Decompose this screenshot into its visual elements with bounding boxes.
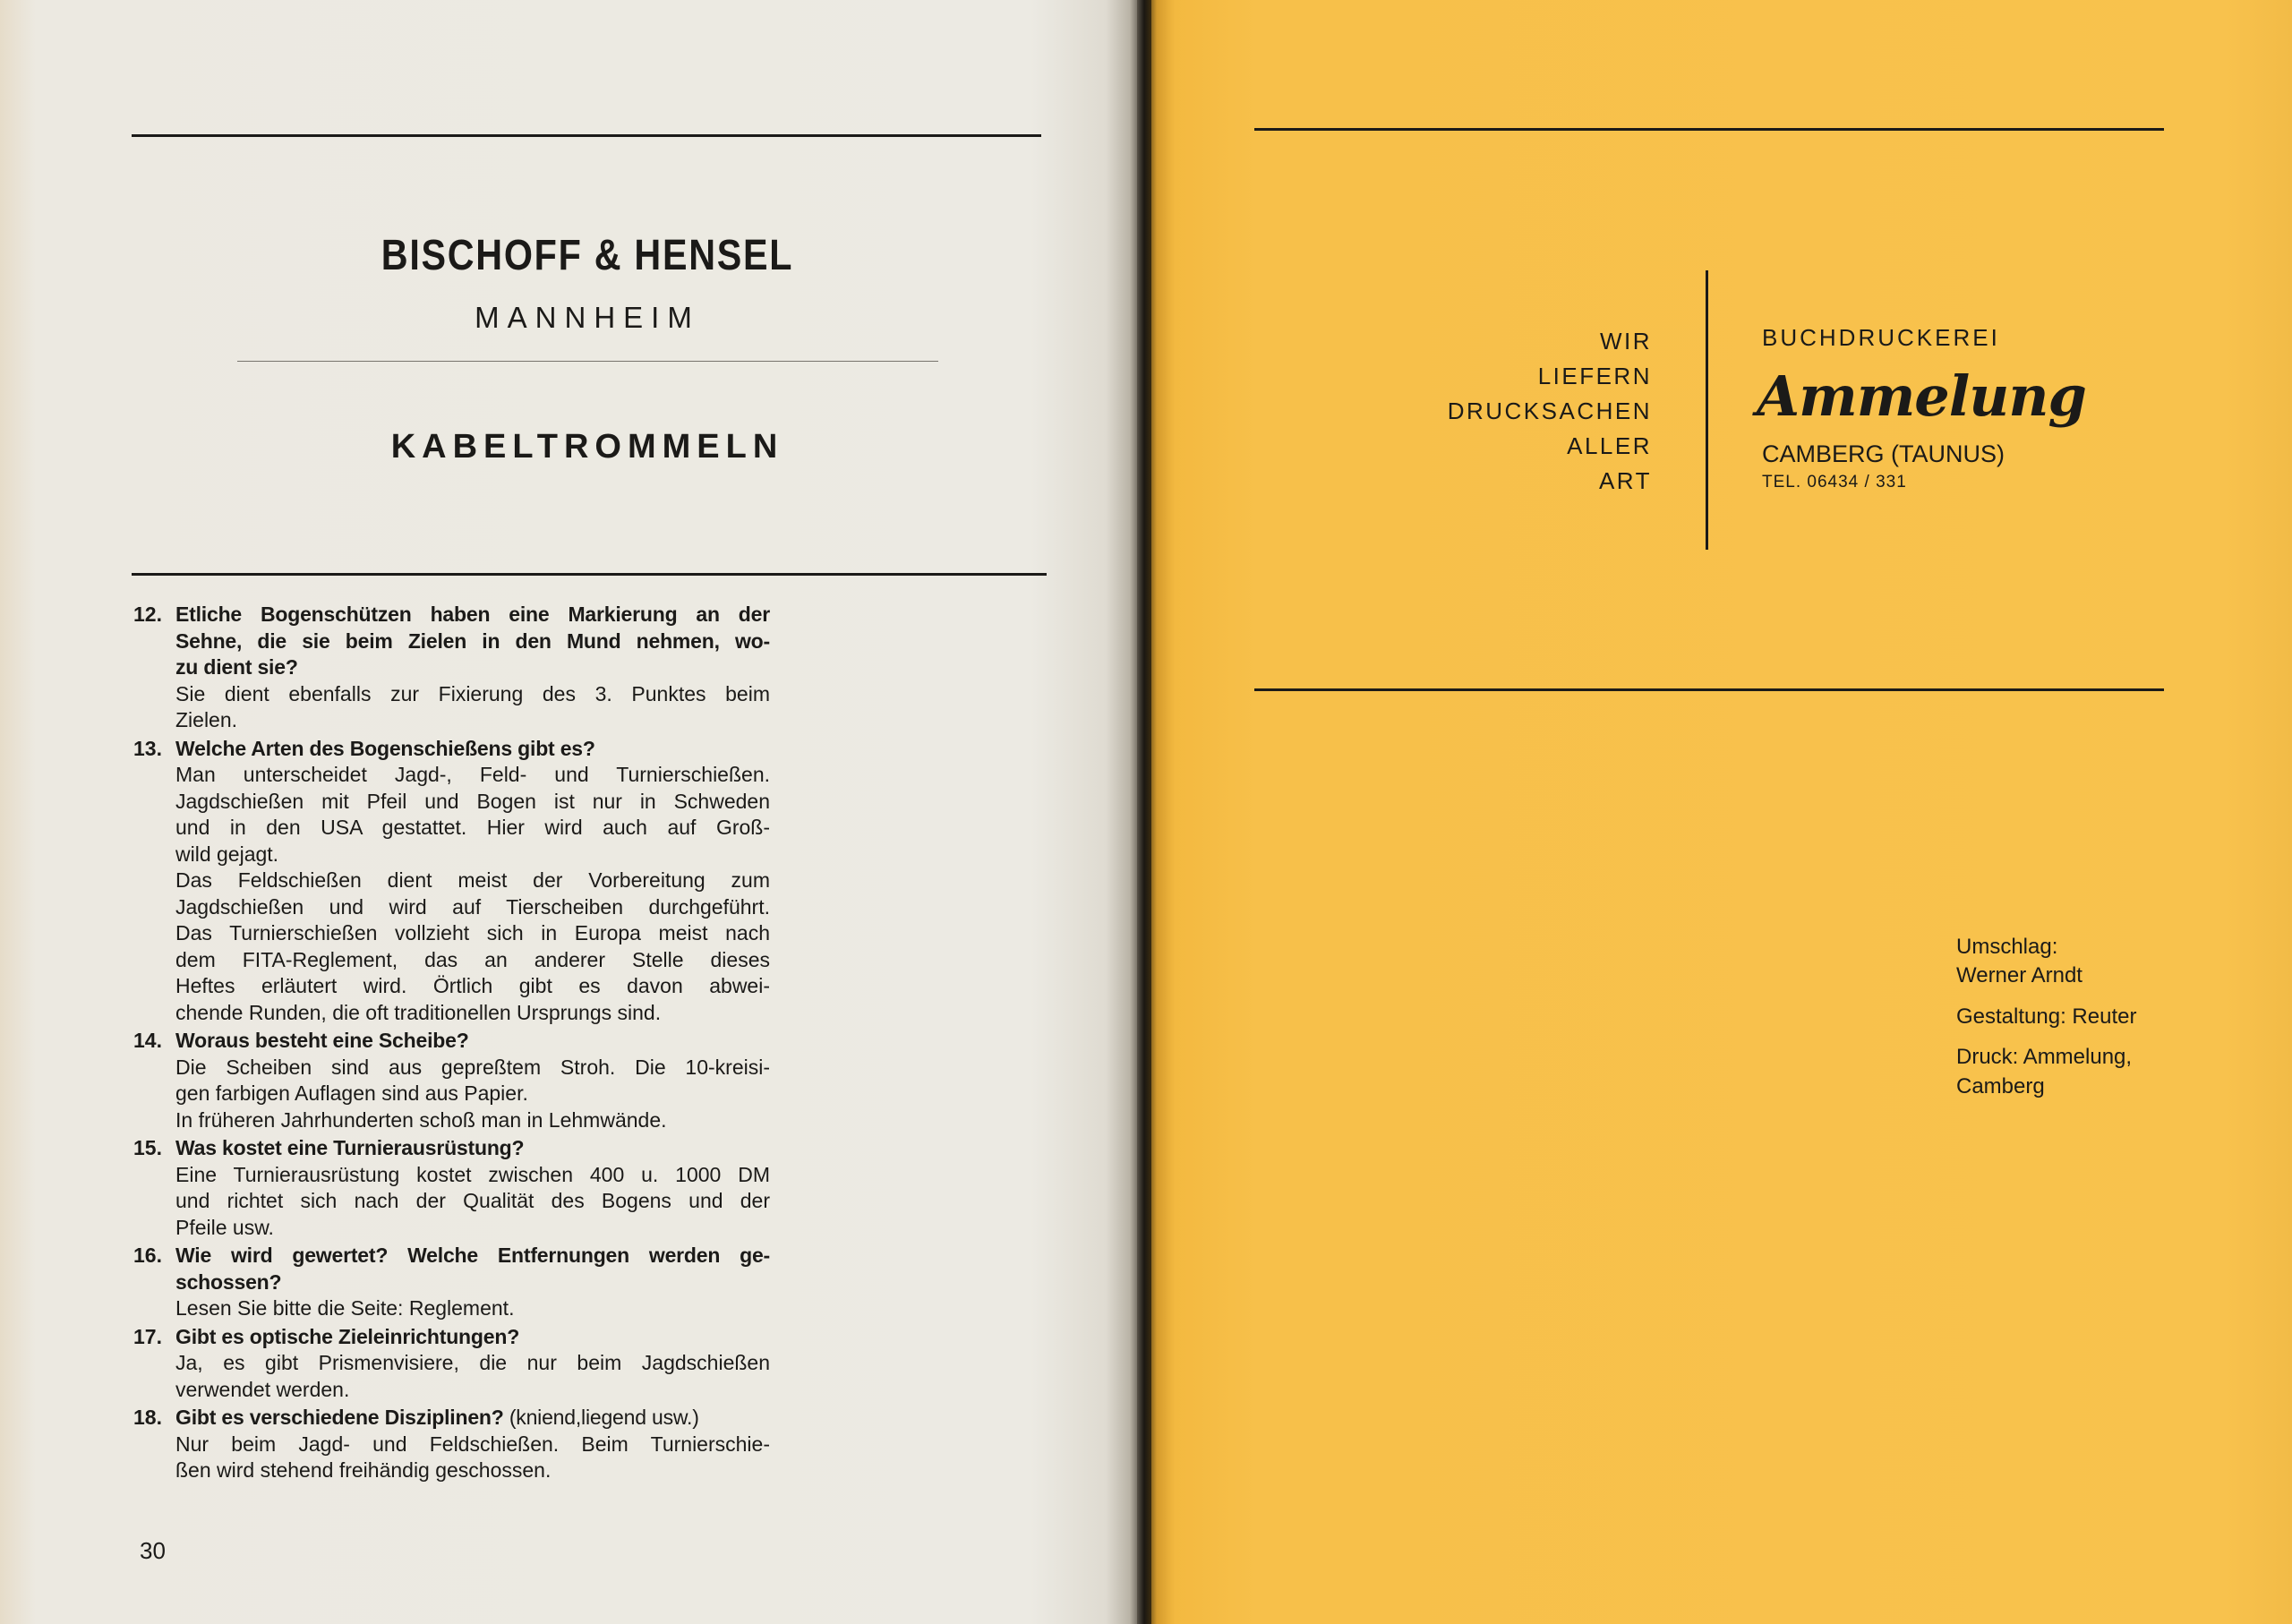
answer-line: Das Feldschießen dient meist der Vorbereitung zum	[175, 868, 770, 892]
answer-line: dem FITA-Reglement, das an anderer Stelle dieses	[175, 947, 770, 971]
answer-line: Eine Turnierausrüstung kostet zwischen 400 u. 1000 DM	[175, 1162, 770, 1186]
slogan-line: WIR	[1599, 328, 1652, 355]
question-number: 18.	[133, 1406, 162, 1429]
question-line: Wie wird gewertet? Welche Entfernungen werden ge-	[175, 1244, 770, 1267]
section-rule	[132, 573, 1047, 576]
answer-line: Jagdschießen mit Pfeil und Bogen ist nur in Schweden	[175, 789, 770, 813]
answer-line: Lesen Sie bitte die Seite: Reglement.	[175, 1296, 515, 1320]
book-gutter	[1137, 0, 1151, 1624]
faq-item	[133, 1028, 770, 1133]
answer-line: Heftes erläutert wird. Örtlich gibt es davon abwei-	[175, 974, 770, 997]
question-number: 13.	[133, 736, 162, 760]
question-number: 12.	[133, 603, 162, 626]
question-text: Gibt es verschiedene Disziplinen?	[175, 1406, 504, 1429]
question-number: 15.	[133, 1136, 162, 1159]
question-number: 16.	[133, 1244, 162, 1267]
answer-line: Ja, es gibt Prismenvisiere, die nur beim Jagdschießen	[175, 1351, 770, 1374]
question-number: 14.	[133, 1029, 162, 1052]
bottom-rule-right	[1254, 688, 2164, 691]
question-note: (kniend,liegend usw.)	[503, 1406, 699, 1429]
slogan-line: DRUCKSACHEN	[1447, 397, 1652, 424]
top-rule-left	[132, 134, 1041, 137]
question-number: 17.	[133, 1324, 162, 1348]
thin-rule	[237, 361, 938, 362]
printer-label: BUCHDRUCKEREI	[1762, 324, 2000, 351]
answer-line: In früheren Jahrhunderten schoß man in Lehmwände.	[175, 1107, 667, 1132]
faq-item	[133, 602, 770, 734]
question-line: Etliche Bogenschützen haben eine Markierung an der	[175, 603, 770, 626]
printer-logo-name: Ammelung	[1757, 363, 2086, 429]
question-line: Gibt es optische Zieleinrichtungen?	[175, 1324, 520, 1348]
question-line	[175, 1405, 770, 1432]
question-line: Woraus besteht eine Scheibe?	[175, 1029, 469, 1052]
question-line: Was kostet eine Turnierausrüstung?	[175, 1136, 525, 1159]
printer-phone: TEL. 06434 / 331	[1762, 473, 1907, 491]
top-rule-right	[1254, 128, 2164, 131]
faq-item	[133, 736, 770, 1027]
question-line: schossen?	[175, 1269, 282, 1294]
faq-item	[133, 1243, 770, 1322]
faq-item	[133, 1135, 770, 1241]
answer-line: Die Scheiben sind aus gepreßtem Stroh. Die 10-kreisi-	[175, 1055, 770, 1079]
advertiser-city: MANNHEIM	[475, 301, 700, 334]
credit-print-city: Camberg	[1956, 1074, 2045, 1098]
credit-print: Druck: Ammelung,	[1956, 1045, 2133, 1069]
credit-cover-name: Werner Arndt	[1956, 963, 2082, 987]
answer-line: verwendet werden.	[175, 1377, 350, 1401]
page-number: 30	[140, 1537, 166, 1564]
answer-line: und in den USA gestattet. Hier wird auch auf Groß-	[175, 816, 770, 839]
slogan-line: ART	[1598, 467, 1652, 494]
question-line: zu dient sie?	[175, 655, 298, 679]
advertiser-product: KABELTROMMELN	[390, 428, 784, 466]
answer-line: Nur beim Jagd- und Feldschießen. Beim Turnierschie-	[175, 1432, 770, 1456]
faq-item	[133, 1324, 770, 1404]
answer-line: Sie dient ebenfalls zur Fixierung des 3. Punktes beim	[175, 681, 770, 705]
answer-line: ßen wird stehend freihändig geschossen.	[175, 1458, 552, 1482]
vertical-divider	[1706, 270, 1708, 550]
answer-line: Man unterscheidet Jagd-, Feld- und Turnierschießen.	[175, 763, 770, 786]
right-page	[1150, 0, 2292, 1624]
faq-item	[133, 1405, 770, 1484]
answer-line: wild gejagt.	[175, 842, 279, 866]
slogan	[1448, 324, 1652, 499]
credit-cover-label: Umschlag:	[1956, 935, 2058, 959]
answer-line: Jagdschießen und wird auf Tierscheiben durchgeführt.	[175, 894, 770, 919]
printer-city: CAMBERG (TAUNUS)	[1762, 440, 2006, 467]
slogan-line: LIEFERN	[1537, 363, 1652, 389]
answer-line: und richtet sich nach der Qualität des Bogens und der	[175, 1189, 770, 1212]
answer-line: chende Runden, die oft traditionellen Ursprungs sind.	[175, 1000, 662, 1024]
question-line: Sehne, die sie beim Zielen in den Mund nehmen, wo-	[175, 628, 770, 653]
credit-design: Gestaltung: Reuter	[1956, 1004, 2137, 1029]
slogan-line: ALLER	[1567, 432, 1652, 459]
answer-line: gen farbigen Auflagen sind aus Papier.	[175, 1081, 528, 1105]
question-line: Welche Arten des Bogenschießens gibt es?	[175, 736, 595, 760]
advertiser-name: BISCHOFF & HENSEL	[381, 232, 794, 279]
answer-line: Pfeile usw.	[175, 1215, 274, 1239]
answer-line: Das Turnierschießen vollzieht sich in Europa meist nach	[175, 921, 770, 944]
faq-list	[133, 602, 770, 1486]
answer-line: Zielen.	[175, 708, 238, 731]
